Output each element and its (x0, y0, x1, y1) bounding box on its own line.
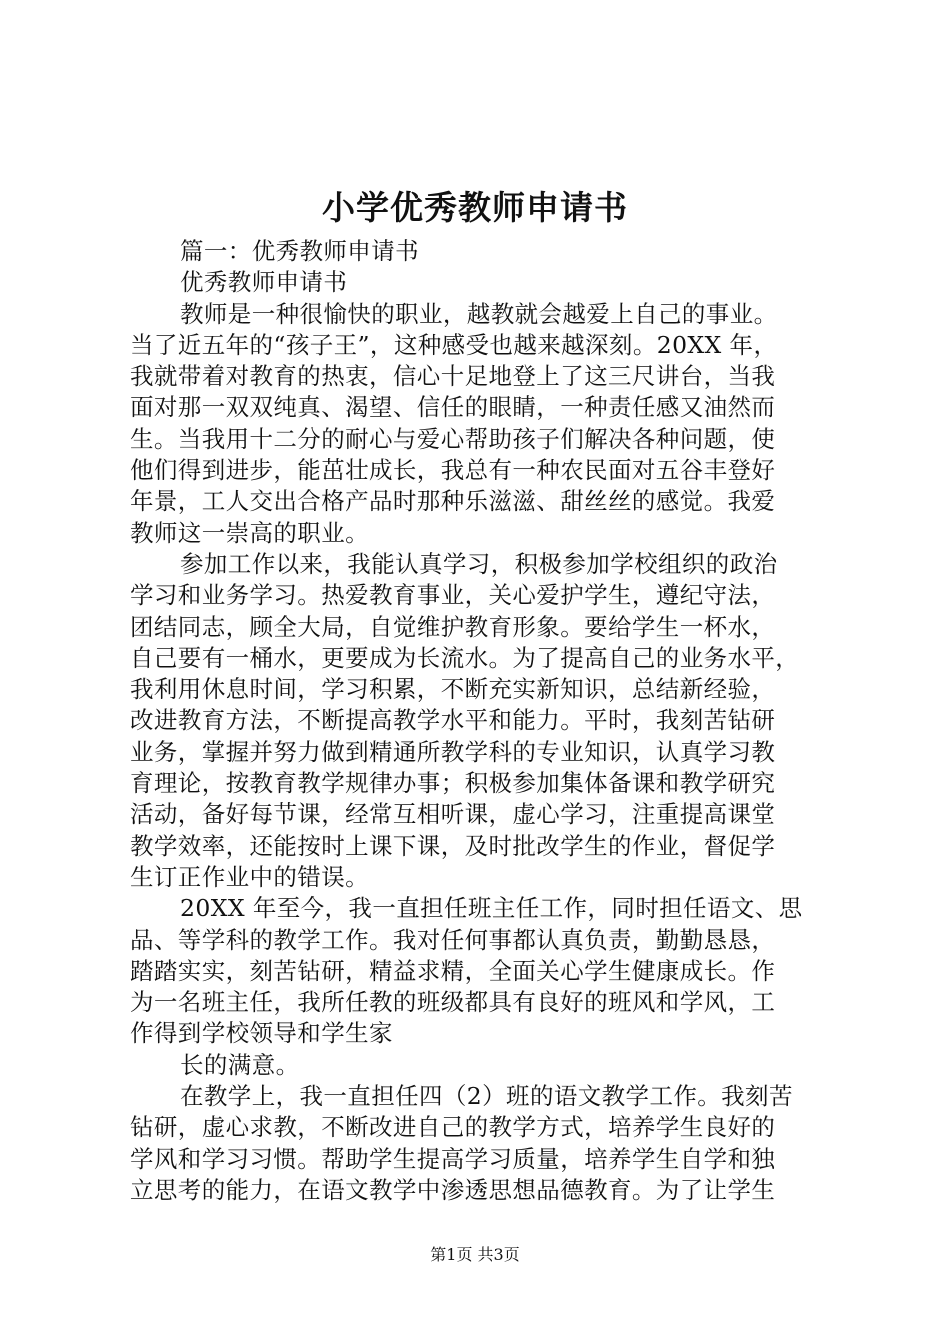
text-line: 学习和业务学习。热爱教育事业，关心爱护学生，遵纪守法， (130, 581, 776, 610)
text-line: 当了近五年的“孩子王”，这种感受也越来越深刻。20XX 年， (130, 330, 778, 359)
text-line: 团结同志，顾全大局，自觉维护教育形象。要给学生一杯水， (130, 612, 776, 641)
text-line: 他们得到进步，能茁壮成长，我总有一种农民面对五谷丰登好 (130, 456, 776, 485)
text-line: 业务，掌握并努力做到精通所教学科的专业知识，认真学习教 (130, 737, 776, 766)
text-line: 品、等学科的教学工作。我对任何事都认真负责，勤勤恳恳， (130, 925, 776, 954)
text-line: 自己要有一桶水，更要成为长流水。为了提高自己的业务水平， (130, 643, 800, 672)
text-line: 面对那一双双纯真、渴望、信任的眼睛，一种责任感又油然而 (130, 393, 776, 422)
text-line: 生。当我用十二分的耐心与爱心帮助孩子们解决各种问题，使 (130, 424, 776, 453)
text-line: 作得到学校领导和学生家 (130, 1019, 393, 1048)
text-line: 年景，工人交出合格产品时那种乐滋滋、甜丝丝的感觉。我爱 (130, 487, 776, 516)
text-line: 优秀教师申请书 (180, 268, 348, 297)
text-line: 教师是一种很愉快的职业，越教就会越爱上自己的事业。 (180, 299, 778, 328)
text-line: 参加工作以来，我能认真学习，积极参加学校组织的政治 (180, 549, 778, 578)
text-line: 教学效率，还能按时上课下课，及时批改学生的作业，督促学 (130, 831, 776, 860)
text-line: 踏踏实实，刻苦钻研，精益求精，全面关心学生健康成长。作 (130, 956, 776, 985)
text-line: 改进教育方法，不断提高教学水平和能力。平时，我刻苦钻研 (130, 706, 776, 735)
text-line: 钻研，虚心求教，不断改进自己的教学方式，培养学生良好的 (130, 1113, 776, 1142)
document-body (130, 236, 830, 1206)
text-line: 长的满意。 (180, 1050, 300, 1079)
text-line: 教师这一崇高的职业。 (130, 518, 369, 547)
text-line: 学风和学习习惯。帮助学生提高学习质量，培养学生自学和独 (130, 1144, 776, 1173)
text-line: 活动，备好每节课，经常互相听课，虚心学习，注重提高课堂 (130, 800, 776, 829)
page-footer: 第1页 共3页 (430, 1245, 520, 1264)
text-line: 篇一：优秀教师申请书 (180, 237, 419, 265)
document-title: 小学优秀教师申请书 (322, 188, 628, 227)
text-line: 20XX 年至今，我一直担任班主任工作，同时担任语文、思 (180, 894, 803, 923)
text-line: 为一名班主任，我所任教的班级都具有良好的班风和学风，工 (130, 988, 776, 1017)
text-line: 我就带着对教育的热衷，信心十足地登上了这三尺讲台，当我 (130, 362, 776, 391)
text-line: 在教学上，我一直担任四（2）班的语文教学工作。我刻苦 (180, 1082, 793, 1111)
text-line: 生订正作业中的错误。 (130, 862, 369, 891)
text-line: 育理论，按教育教学规律办事；积极参加集体备课和教学研究 (130, 769, 776, 798)
text-line: 立思考的能力，在语文教学中渗透思想品德教育。为了让学生 (130, 1175, 776, 1204)
text-line: 我利用休息时间，学习积累，不断充实新知识，总结新经验， (130, 675, 776, 704)
